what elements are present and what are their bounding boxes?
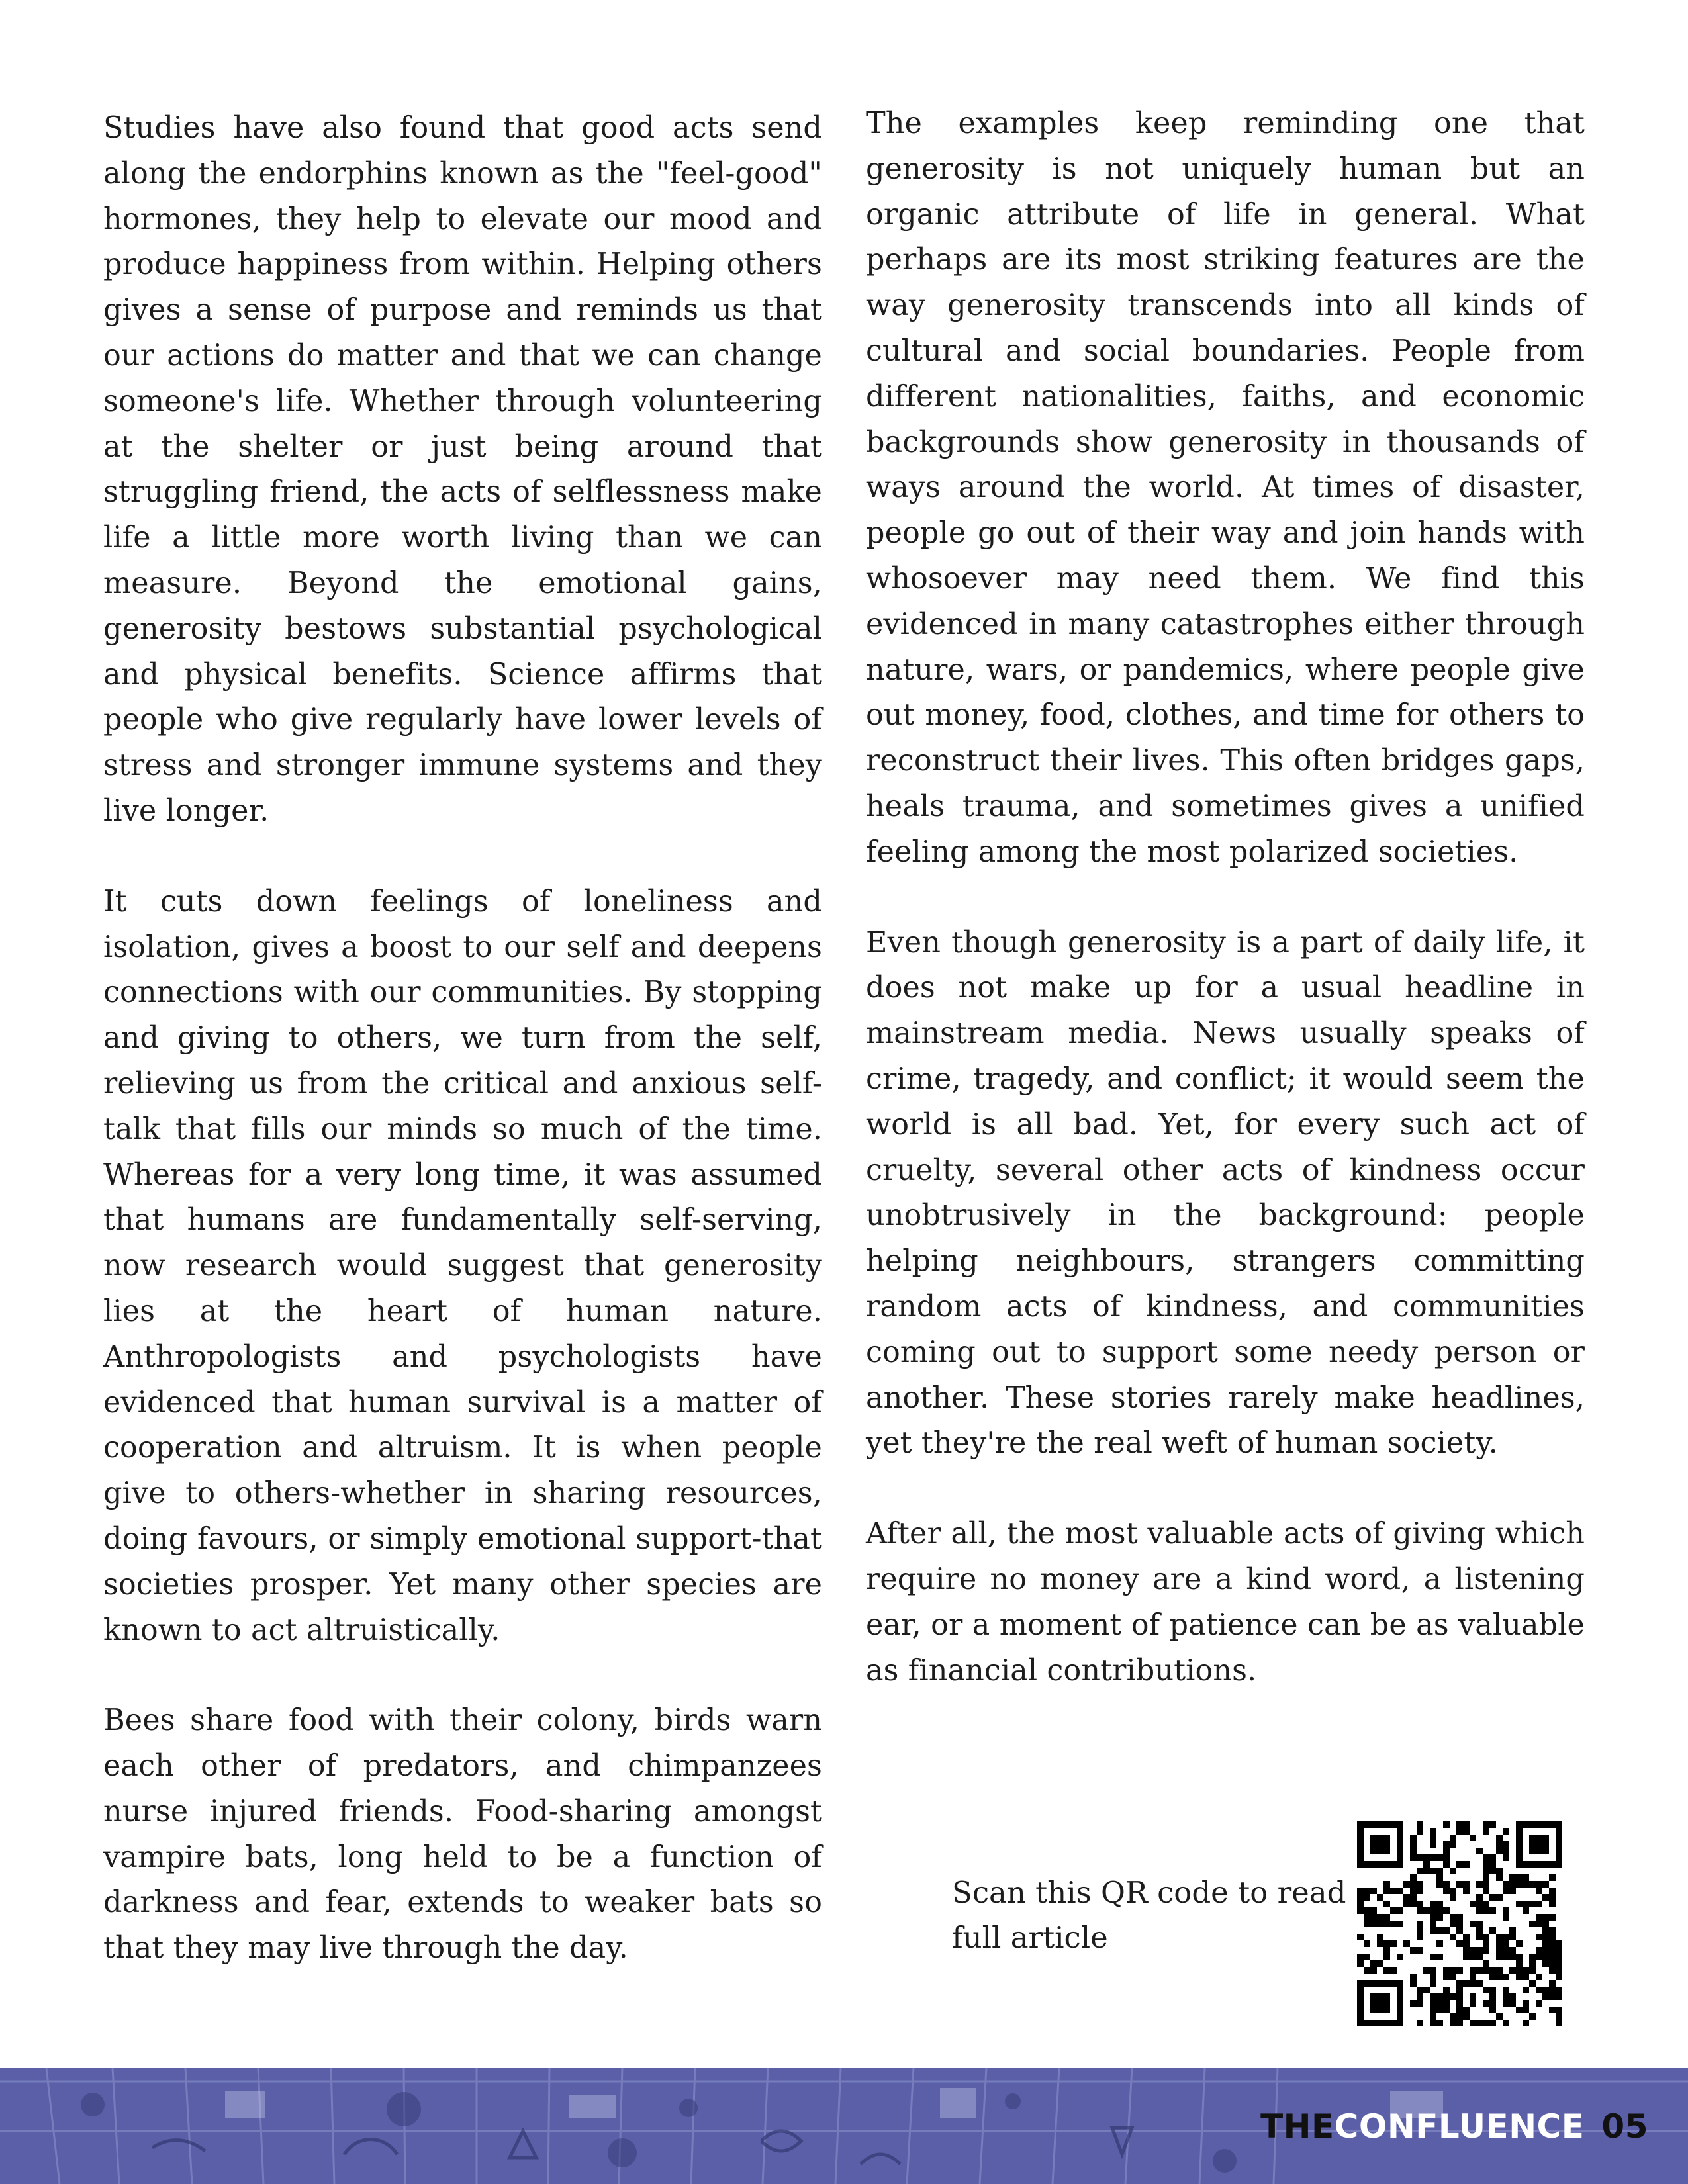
paragraph: Studies have also found that good acts send along the endorphins known as the "feel-good" hormones, they help to elevate our mood and produce happiness from within. Helping others gives a sense of purpose and reminds us that our actions do matter and that we can change someone's life. Whether through volunteering at the shelter or just being around that struggling friend, the acts of selflessness make life a little more worth living than we can measure. Beyond the emotional gains, generosity bestows substantial psychological and physical benefits. Science affirms that people who give regularly have lower levels of stress and stronger immune systems and they live longer.: [103, 111, 822, 828]
paragraph: Bees share food with their colony, birds warn each other of predators, and chimpanzees nurse injured friends. Food-sharing amongst vampire bats, long held to be a function of darkness and fear, extends to weaker bats so that they may live through the day.: [103, 1704, 822, 1966]
page-number: 05: [1601, 2107, 1648, 2146]
brand-the: THE: [1260, 2107, 1335, 2146]
brand-logo: [1260, 2107, 1648, 2146]
left-column: [103, 106, 822, 2017]
right-column: [866, 101, 1585, 1739]
qr-code-icon[interactable]: [1357, 1821, 1562, 2026]
paragraph: After all, the most valuable acts of giving which require no money are a kind word, a listening ear, or a moment of patience can be as valuable as financial contributions.: [866, 1517, 1585, 1688]
paragraph: It cuts down feelings of loneliness and isolation, gives a boost to our self and deepens connections with our communities. By stopping and giving to others, we turn from the self, relieving us from the critical and anxious self-talk that fills our minds so much of the time. Whereas for a very long time, it was assumed that humans are fundamentally self-serving, now research would suggest that generosity lies at the heart of human nature. Anthropologists and psychologists have evidenced that human survival is a matter of cooperation and altruism. It is when people give to others-whether in sharing resources, doing favours, or simply emotional support-that societies prosper. Yet many other species are known to act altruistically.: [103, 884, 822, 1647]
qr-caption: Scan this QR code to read full article: [952, 1875, 1346, 1955]
brand-confluence: CONFLUENCE: [1334, 2107, 1585, 2146]
paragraph: The examples keep reminding one that generosity is not uniquely human but an organic attribute of life in general. What perhaps are its most striking features are the way generosity transcends into all kinds of cultural and social boundaries. People from different nationalities, faiths, and economic backgrounds show generosity in thousands of ways around the world. At times of disaster, people go out of their way and join hands with whosoever may need them. We find this evidenced in many catastrophes either through nature, wars, or pandemics, where people give out money, food, clothes, and time for others to reconstruct their lives. This often bridges gaps, heals trauma, and sometimes gives a unified feeling among the most polarized societies.: [866, 107, 1585, 869]
paragraph: Even though generosity is a part of daily life, it does not make up for a usual headline in mainstream media. News usually speaks of crime, tragedy, and conflict; it would seem the world is all bad. Yet, for every such act of cruelty, several other acts of kindness occur unobtrusively in the background: people helping neighbours, strangers committing random acts of kindness, and communities coming out to support some needy person or another. These stories rarely make headlines, yet they're the real weft of human society.: [866, 925, 1585, 1461]
